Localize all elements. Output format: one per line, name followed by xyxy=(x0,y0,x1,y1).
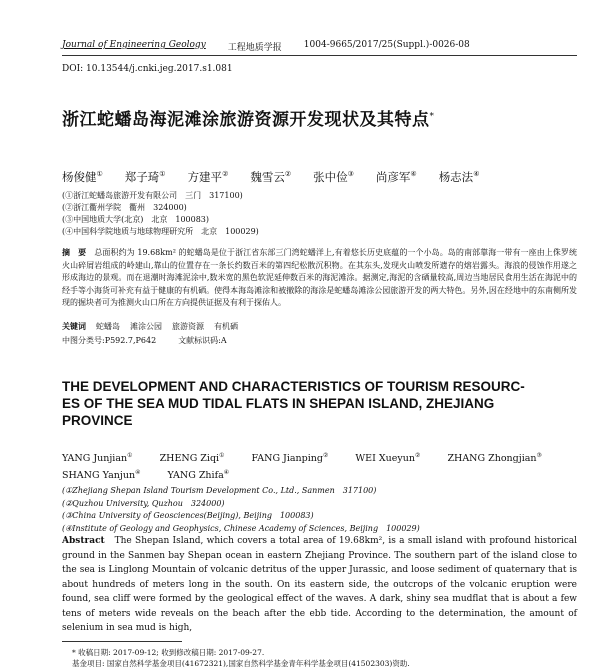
chinese-keywords xyxy=(62,321,238,332)
affiliation: (①Zhejiang Shepan Island Tourism Development Co., Ltd., Sanmen 317100) xyxy=(62,486,377,495)
abstract-label: 摘 要 xyxy=(62,247,87,257)
header-rule xyxy=(62,55,577,56)
abstract-text: 总面积约为 19.68km² 的蛇蟠岛是位于浙江省东部三门湾蛇蟠洋上,有着悠长历史底蕴的一个小岛。岛的南部靠海一带有一座由上侏罗统火山碎屑岩组成的岭建山,靠山的位置存在一条长约数百米的第四纪松散沉积物。在其东头,发现火山喷发所遗存的熔岩露头。海浪的侵蚀作用遂之形成海边的景观。而在退潮时海滩泥涂中,数米宽的黑色软泥延伸数百米的海泥滩涂。据测定,海泥的含硒量较高,周边当地居民食用生活在海泥中的经手等小海货可补充有益于健康的有机硒。使得本海岛滩涂和被撤除的海涂是蛇蟠岛滩涂公园旅游开发的两大特色。另外,因在经地中的东南侧所发现的掘块者可为推测火山口所在方向提供证据及有利于探佑人。 xyxy=(62,248,578,307)
affiliation: (②Quzhou University, Quzhou 324000) xyxy=(62,498,225,508)
chinese-title-text: 浙江蛇蟠岛海泥滩涂旅游资源开发现状及其特点 xyxy=(62,110,430,130)
author: 魏雪云② xyxy=(250,170,292,184)
abstract-text: The Shepan Island, which covers a total area of 19.68km², is a small island with profound historical ground in the Sanmen bay Shepan ocean in eastern Zhejiang Province. The southern part of the island close to the sea is Linglong Mountain of volcanic detritus of the upper Jurassic, and loose sediment of quaternary that is about hundreds of meters long in the south. On its eastern side, the outcrops of the volcanic eruption were found, sea cliff were formed by the geological effect of the waves. A dark, shiny sea mudflat that is about a few tens of meters wide reveals on the beach after the ebb tide. According to the determination, the amount of selenium in sea mud is high, xyxy=(62,536,577,633)
author: YANG Zhifa④ xyxy=(167,469,230,482)
english-authors xyxy=(62,449,577,483)
author: FANG Jianping② xyxy=(251,452,329,465)
keyword: 滩涂公园 xyxy=(130,322,162,331)
keyword: 旅游资源 xyxy=(172,322,204,331)
author: ZHENG Ziqi① xyxy=(159,452,225,465)
chinese-affiliations xyxy=(62,190,259,238)
english-title-line: ES OF THE SEA MUD TIDAL FLATS IN SHEPAN ISLAND, ZHEJIANG xyxy=(62,396,495,411)
author: YANG Junjian① xyxy=(62,452,133,465)
keywords-label: 关键词 xyxy=(62,321,86,331)
chinese-abstract xyxy=(62,246,577,310)
english-title-line: THE DEVELOPMENT AND CHARACTERISTICS OF TOURISM RESOURC- xyxy=(62,379,525,394)
english-title xyxy=(62,378,580,429)
footnote-funding: 基金项目: 国家自然科学基金项目(41672321),国家自然科学基金青年科学基金项目(41502303)资助. xyxy=(72,659,410,668)
english-affiliations xyxy=(62,485,420,535)
abstract-label: Abstract xyxy=(62,536,105,546)
author: 杨俊健① xyxy=(62,170,103,184)
doi: DOI: 10.13544/j.cnki.jeg.2017.s1.081 xyxy=(62,64,233,74)
issn-info: 1004-9665/2017/25(Suppl.)-0026-08 xyxy=(303,40,470,50)
author: 尚彦军④ xyxy=(375,170,417,184)
journal-name: Journal of Engineering Geology xyxy=(62,40,206,50)
affiliation: (④中国科学院地质与地球物理研究所 北京 100029) xyxy=(62,227,259,236)
author: 方建平② xyxy=(187,170,229,184)
affiliation: (④Institute of Geology and Geophysics, Chinese Academy of Sciences, Beijing 100029) xyxy=(62,523,420,533)
author: SHANG Yanjun④ xyxy=(62,469,141,482)
author: 郑子琦① xyxy=(124,170,166,184)
english-title-line: PROVINCE xyxy=(62,413,133,428)
keyword: 蛇蟠岛 xyxy=(96,322,120,331)
document-code: 文献标识码:A xyxy=(178,336,227,345)
running-header xyxy=(62,40,577,53)
classification-code: 中图分类号:P592.7,P642 xyxy=(62,336,157,345)
author: ZHANG Zhongjian③ xyxy=(447,452,542,465)
affiliation: (③中国地质大学(北京) 北京 100083) xyxy=(62,215,210,224)
chinese-authors xyxy=(62,169,479,185)
title-footnote-mark: * xyxy=(429,111,435,122)
author: 杨志法④ xyxy=(438,170,480,184)
journal-name-cn: 工程地质学报 xyxy=(227,43,282,53)
affiliation: (②浙江衢州学院 衢州 324000) xyxy=(62,203,187,212)
keyword: 有机硒 xyxy=(214,322,238,331)
footnote-received: * 收稿日期: 2017-09-12; 收到修改稿日期: 2017-09-27. xyxy=(72,648,265,657)
chinese-title xyxy=(62,105,435,130)
classification-line xyxy=(62,335,227,346)
english-abstract xyxy=(62,534,577,636)
footnote-rule xyxy=(62,641,182,642)
affiliation: (①浙江蛇蟠岛旅游开发有限公司 三门 317100) xyxy=(62,191,243,200)
affiliation: (③China University of Geosciences(Beijing), Beijing 100083) xyxy=(62,511,314,520)
author: 张中俭③ xyxy=(313,170,354,184)
author: WEI Xueyun② xyxy=(355,452,421,465)
